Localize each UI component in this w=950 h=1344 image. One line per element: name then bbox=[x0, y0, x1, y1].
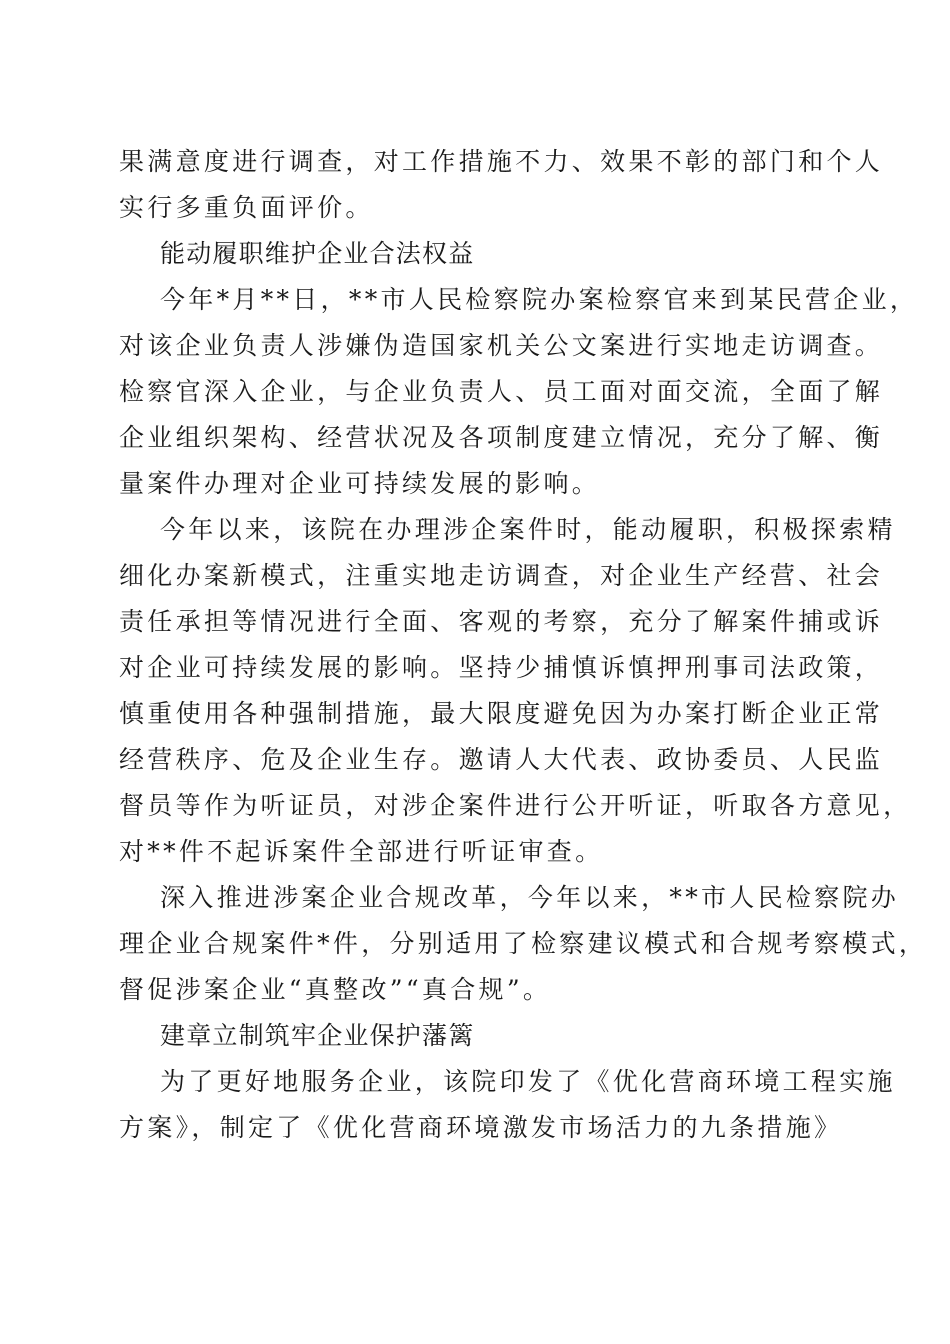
body-text-line: 理企业合规案件*件，分别适用了检察建议模式和合规考察模式， bbox=[119, 929, 928, 958]
body-text-line: 今年*月**日，**市人民检察院办案检察官来到某民营企业， bbox=[160, 285, 919, 314]
body-text-line: 企业组织架构、经营状况及各项制度建立情况，充分了解、衡 bbox=[119, 423, 884, 452]
body-text-line: 责任承担等情况进行全面、客观的考察，充分了解案件捕或诉 bbox=[119, 607, 884, 636]
body-text-line: 为了更好地服务企业，该院印发了《优化营商环境工程实施 bbox=[160, 1067, 896, 1096]
body-text-line: 方案》，制定了《优化营商环境激发市场活力的九条措施》 bbox=[119, 1113, 843, 1142]
body-text-line: 督员等作为听证员，对涉企案件进行公开听证，听取各方意见， bbox=[119, 791, 912, 820]
body-text-line: 细化办案新模式，注重实地走访调查，对企业生产经营、社会 bbox=[119, 561, 884, 590]
body-text-line: 果满意度进行调查，对工作措施不力、效果不彰的部门和个人 bbox=[119, 147, 884, 176]
body-text-line: 实行多重负面评价。 bbox=[119, 193, 374, 222]
section-heading: 建章立制筑牢企业保护藩篱 bbox=[160, 1021, 475, 1050]
body-text-line: 今年以来，该院在办理涉企案件时，能动履职，积极探索精 bbox=[160, 515, 896, 544]
body-text-line: 经营秩序、危及企业生存。邀请人大代表、政协委员、人民监 bbox=[119, 745, 884, 774]
body-text-line: 督促涉案企业“真整改”“真合规”。 bbox=[119, 975, 552, 1004]
body-text-line: 量案件办理对企业可持续发展的影响。 bbox=[119, 469, 601, 498]
body-text-line: 对企业可持续发展的影响。坚持少捕慎诉慎押刑事司法政策， bbox=[119, 653, 884, 682]
body-text-line: 深入推进涉案企业合规改革，今年以来，**市人民检察院办 bbox=[160, 883, 900, 912]
body-text-line: 对**件不起诉案件全部进行听证审查。 bbox=[119, 837, 604, 866]
body-text-line: 对该企业负责人涉嫌伪造国家机关公文案进行实地走访调查。 bbox=[119, 331, 884, 360]
body-text-line: 检察官深入企业，与企业负责人、员工面对面交流，全面了解 bbox=[119, 377, 884, 406]
body-text-line: 慎重使用各种强制措施，最大限度避免因为办案打断企业正常 bbox=[119, 699, 884, 728]
section-heading: 能动履职维护企业合法权益 bbox=[160, 239, 475, 268]
